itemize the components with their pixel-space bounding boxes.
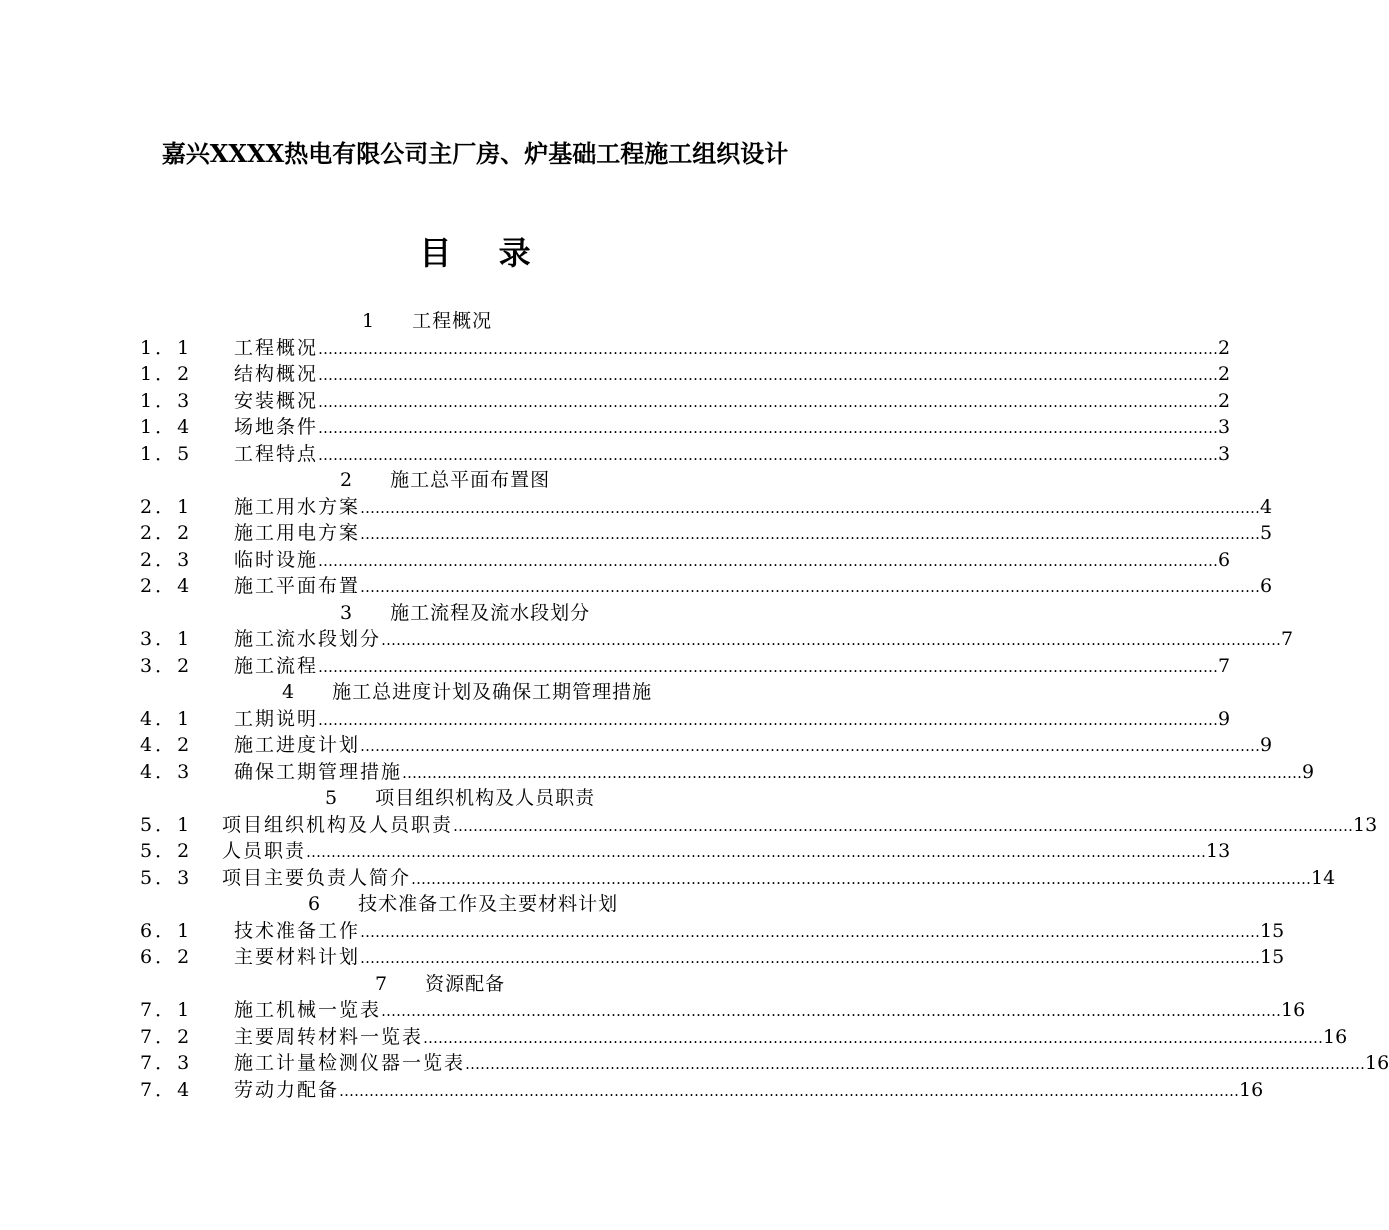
leader-dots: ……………………………………………………………………………………………………………………………………………………………… — [339, 1081, 1240, 1100]
chapter-number: 3 — [340, 601, 353, 624]
entry-title: 施工进度计划 — [234, 734, 361, 756]
entry-number: 3．2 — [140, 654, 193, 677]
chapter-number: 1 — [362, 310, 375, 332]
leader-dots: ……………………………………………………………………………………………………………………………………………………………… — [318, 392, 1219, 411]
toc-entry[interactable] — [140, 441, 1231, 467]
entry-number: 7．3 — [140, 1052, 193, 1074]
leader-dots: ……………………………………………………………………………………………………………………………………………………………… — [423, 1028, 1324, 1047]
chapter-number: 6 — [308, 893, 321, 915]
leader-dots: ……………………………………………………………………………………………………………………………………………………………… — [318, 551, 1219, 570]
chapter-number: 2 — [340, 469, 353, 491]
toc-chapter[interactable] — [282, 679, 652, 705]
entry-page-number: 16 — [1281, 999, 1306, 1021]
entry-page-number: 16 — [1323, 1025, 1348, 1048]
chapter-title: 施工总平面布置图 — [390, 469, 551, 491]
entry-number: 7．4 — [140, 1078, 193, 1101]
entry-title: 主要周转材料一览表 — [234, 1025, 424, 1048]
entry-number: 5．2 — [140, 840, 193, 862]
entry-title: 施工用电方案 — [234, 522, 361, 544]
entry-number: 1．3 — [140, 389, 193, 412]
entry-page-number: 16 — [1239, 1078, 1264, 1101]
entry-title: 施工流水段划分 — [234, 628, 382, 650]
entry-page-number: 15 — [1260, 946, 1285, 968]
entry-page-number: 9 — [1218, 707, 1231, 730]
entry-page-number: 6 — [1260, 575, 1273, 597]
toc-chapter[interactable] — [340, 600, 590, 626]
entry-page-number: 2 — [1218, 389, 1231, 412]
toc-chapter[interactable] — [308, 891, 618, 917]
toc-entry[interactable] — [140, 759, 1315, 785]
entry-number: 1．4 — [140, 416, 193, 438]
toc-entry[interactable] — [140, 706, 1231, 732]
entry-number: 5．3 — [140, 866, 193, 889]
toc-chapter[interactable] — [375, 971, 505, 997]
toc-entry[interactable] — [140, 414, 1231, 440]
entry-title: 施工计量检测仪器一览表 — [234, 1052, 466, 1074]
entry-title: 安装概况 — [234, 389, 319, 412]
entry-page-number: 2 — [1218, 363, 1231, 385]
leader-dots: ……………………………………………………………………………………………………………………………………………………………… — [465, 1055, 1366, 1073]
leader-dots: ……………………………………………………………………………………………………………………………………………………………… — [318, 710, 1219, 729]
entry-number: 4．3 — [140, 760, 193, 783]
entry-title: 施工平面布置 — [234, 575, 361, 597]
leader-dots: ……………………………………………………………………………………………………………………………………………………………… — [318, 445, 1219, 464]
entry-number: 1．2 — [140, 363, 193, 385]
leader-dots: ……………………………………………………………………………………………………………………………………………………………… — [306, 843, 1207, 861]
chapter-title: 施工流程及流水段划分 — [390, 601, 591, 624]
entry-page-number: 6 — [1218, 548, 1231, 571]
entry-number: 2．1 — [140, 495, 193, 518]
entry-title: 工期说明 — [234, 707, 319, 730]
leader-dots: ……………………………………………………………………………………………………………………………………………………………… — [318, 419, 1219, 437]
leader-dots: ……………………………………………………………………………………………………………………………………………………………… — [360, 949, 1261, 967]
chapter-title: 工程概况 — [412, 310, 493, 332]
entry-page-number: 7 — [1281, 628, 1294, 650]
entry-title: 项目主要负责人简介 — [222, 866, 412, 889]
entry-title: 结构概况 — [234, 363, 319, 385]
entry-title: 工程特点 — [234, 442, 319, 465]
entry-page-number: 5 — [1260, 522, 1273, 544]
entry-page-number: 13 — [1353, 813, 1378, 836]
toc-entry[interactable] — [140, 361, 1231, 387]
entry-number: 6．2 — [140, 946, 193, 968]
entry-title: 技术准备工作 — [234, 919, 361, 942]
entry-title: 临时设施 — [234, 548, 319, 571]
leader-dots: ……………………………………………………………………………………………………………………………………………………………… — [360, 498, 1261, 517]
toc-entry[interactable] — [140, 520, 1273, 546]
entry-page-number: 14 — [1311, 866, 1336, 889]
toc-entry[interactable] — [140, 944, 1285, 970]
entry-page-number: 9 — [1260, 734, 1273, 756]
toc-entry[interactable] — [140, 573, 1273, 599]
toc-chapter[interactable] — [325, 785, 595, 811]
entry-number: 2．3 — [140, 548, 193, 571]
leader-dots: ……………………………………………………………………………………………………………………………………………………………… — [318, 657, 1219, 676]
chapter-title: 技术准备工作及主要材料计划 — [358, 893, 619, 915]
entry-title: 人员职责 — [222, 840, 307, 862]
leader-dots: ……………………………………………………………………………………………………………………………………………………………… — [360, 578, 1261, 596]
entry-page-number: 2 — [1218, 336, 1231, 359]
entry-number: 7．2 — [140, 1025, 193, 1048]
chapter-number: 5 — [325, 787, 338, 809]
entry-title: 场地条件 — [234, 416, 319, 438]
entry-page-number: 4 — [1260, 495, 1273, 518]
toc-entry[interactable] — [140, 1077, 1264, 1103]
entry-number: 4．1 — [140, 707, 193, 730]
leader-dots: ……………………………………………………………………………………………………………………………………………………………… — [318, 366, 1219, 384]
entry-page-number: 16 — [1365, 1052, 1389, 1074]
leader-dots: ……………………………………………………………………………………………………………………………………………………………… — [360, 737, 1261, 755]
entry-number: 7．1 — [140, 999, 193, 1021]
entry-title: 主要材料计划 — [234, 946, 361, 968]
toc-entry[interactable] — [140, 997, 1306, 1023]
entry-page-number: 13 — [1206, 840, 1231, 862]
toc-entry[interactable] — [140, 1050, 1389, 1076]
entry-title: 工程概况 — [234, 336, 319, 359]
entry-number: 6．1 — [140, 919, 193, 942]
entry-title: 施工用水方案 — [234, 495, 361, 518]
entry-page-number: 15 — [1260, 919, 1285, 942]
toc-entry[interactable] — [140, 918, 1285, 944]
toc-entry[interactable] — [140, 865, 1336, 891]
toc-entry[interactable] — [140, 626, 1294, 652]
chapter-title: 施工总进度计划及确保工期管理措施 — [332, 681, 653, 703]
leader-dots: ……………………………………………………………………………………………………………………………………………………………… — [360, 922, 1261, 941]
toc-entry[interactable] — [140, 335, 1231, 361]
chapter-number: 7 — [375, 972, 388, 995]
leader-dots: ……………………………………………………………………………………………………………………………………………………………… — [381, 1002, 1282, 1020]
toc-entry[interactable] — [140, 653, 1231, 679]
toc-entry[interactable] — [140, 494, 1273, 520]
document-title: 嘉兴XXXX热电有限公司主厂房、炉基础工程施工组织设计 — [161, 139, 789, 168]
toc-entry[interactable] — [140, 1024, 1348, 1050]
toc-entry[interactable] — [140, 388, 1231, 414]
toc-entry[interactable] — [140, 838, 1231, 864]
entry-page-number: 3 — [1218, 416, 1231, 438]
toc-chapter[interactable] — [340, 467, 550, 493]
toc-entry[interactable] — [140, 547, 1231, 573]
entry-number: 1．5 — [140, 442, 193, 465]
toc-chapter[interactable] — [362, 308, 492, 334]
toc-entry[interactable] — [140, 732, 1273, 758]
leader-dots: ……………………………………………………………………………………………………………………………………………………………… — [381, 631, 1282, 649]
entry-page-number: 3 — [1218, 442, 1231, 465]
entry-title: 项目组织机构及人员职责 — [222, 813, 454, 836]
entry-page-number: 9 — [1302, 760, 1315, 783]
chapter-title: 资源配备 — [425, 972, 506, 995]
entry-number: 4．2 — [140, 734, 193, 756]
chapter-title: 项目组织机构及人员职责 — [375, 787, 596, 809]
leader-dots: ……………………………………………………………………………………………………………………………………………………………… — [411, 869, 1312, 888]
entry-number: 2．2 — [140, 522, 193, 544]
entry-title: 施工流程 — [234, 654, 319, 677]
entry-title: 施工机械一览表 — [234, 999, 382, 1021]
entry-title: 劳动力配备 — [234, 1078, 340, 1101]
entry-number: 3．1 — [140, 628, 193, 650]
entry-number: 5．1 — [140, 813, 193, 836]
entry-page-number: 7 — [1218, 654, 1231, 677]
leader-dots: ……………………………………………………………………………………………………………………………………………………………… — [402, 763, 1303, 782]
entry-title: 确保工期管理措施 — [234, 760, 403, 783]
toc-entry[interactable] — [140, 812, 1378, 838]
entry-number: 2．4 — [140, 575, 193, 597]
leader-dots: ……………………………………………………………………………………………………………………………………………………………… — [453, 816, 1354, 835]
leader-dots: ……………………………………………………………………………………………………………………………………………………………… — [360, 525, 1261, 543]
entry-number: 1．1 — [140, 336, 193, 359]
leader-dots: ……………………………………………………………………………………………………………………………………………………………… — [318, 339, 1219, 358]
chapter-number: 4 — [282, 681, 295, 703]
toc-heading: 目 录 — [419, 234, 549, 272]
